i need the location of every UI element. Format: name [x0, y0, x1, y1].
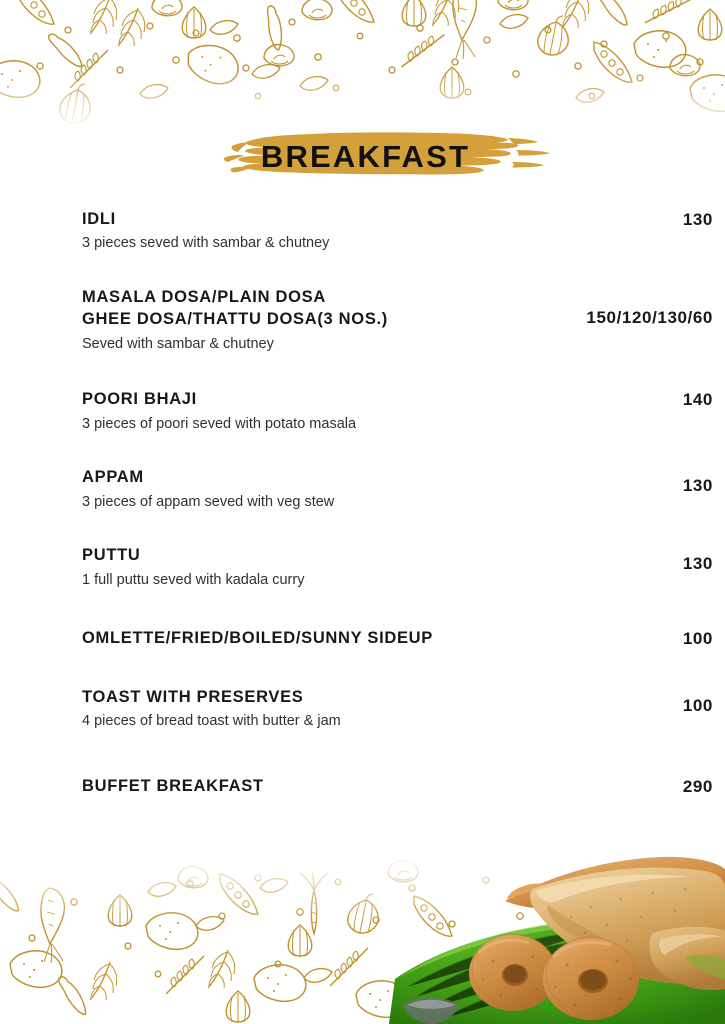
- menu-item-description: Seved with sambar & chutney: [82, 335, 274, 352]
- menu-item-title: APPAM: [82, 468, 144, 487]
- menu-item-price: 130: [682, 476, 713, 496]
- menu-item: [82, 544, 713, 591]
- menu-item-price: 150/120/130/60: [586, 308, 713, 328]
- menu-item: [82, 627, 713, 649]
- menu-item-description: 3 pieces of appam seved with veg stew: [82, 493, 335, 510]
- menu-item-text: [82, 208, 329, 255]
- menu-item-text: [82, 544, 304, 591]
- vegetable-lineart-top-icon: [0, 0, 725, 128]
- menu-item-price: 130: [682, 554, 713, 574]
- menu-item-description: 3 pieces seved with sambar & chutney: [82, 235, 330, 252]
- menu-item-title: TOAST WITH PRESERVES: [82, 687, 304, 706]
- menu-item-text: [82, 686, 341, 733]
- section-banner: [0, 126, 725, 188]
- menu-item-text: [82, 286, 388, 355]
- menu-item-price: 100: [682, 695, 713, 715]
- bottom-decorative-border: [0, 854, 725, 1024]
- menu-item: [82, 388, 713, 435]
- menu-item-list: [82, 208, 713, 797]
- menu-item-description: 1 full puttu seved with kadala curry: [82, 571, 305, 588]
- menu-item-title: MASALA DOSA/PLAIN DOSA: [82, 288, 326, 307]
- menu-item-description: 4 pieces of bread toast with butter & jam: [82, 712, 341, 729]
- menu-item-title: POORI BHAJI: [82, 390, 197, 409]
- menu-item-title: OMLETTE/FRIED/BOILED/SUNNY SIDEUP: [82, 629, 433, 648]
- menu-item-description: 3 pieces of poori seved with potato masala: [82, 415, 357, 432]
- section-title: BREAKFAST: [260, 139, 471, 174]
- menu-item-price: 290: [682, 776, 713, 796]
- menu-item-title: PUTTU: [82, 546, 141, 565]
- menu-item: [82, 208, 713, 255]
- vegetable-lineart-bottom-icon: [0, 854, 725, 1024]
- menu-item-text: [82, 466, 334, 513]
- menu-item-title: BUFFET BREAKFAST: [82, 776, 264, 795]
- menu-item-price: 130: [682, 210, 713, 229]
- menu-item: [82, 466, 713, 513]
- menu-item-price: 100: [682, 629, 713, 649]
- menu-item-text: [82, 775, 264, 797]
- menu-item: [82, 686, 713, 733]
- menu-item-title: IDLI: [82, 210, 116, 228]
- menu-item-text: [82, 388, 356, 435]
- menu-item: [82, 775, 713, 797]
- dosa-vada-photo-icon: [385, 829, 725, 1024]
- menu-item-title-line2: GHEE DOSA/THATTU DOSA(3 NOS.): [82, 310, 389, 329]
- food-photograph: [385, 829, 725, 1024]
- menu-item-text: [82, 627, 433, 649]
- menu-item: [82, 286, 713, 355]
- menu-item-price: 140: [682, 390, 713, 410]
- top-decorative-border: [0, 0, 725, 128]
